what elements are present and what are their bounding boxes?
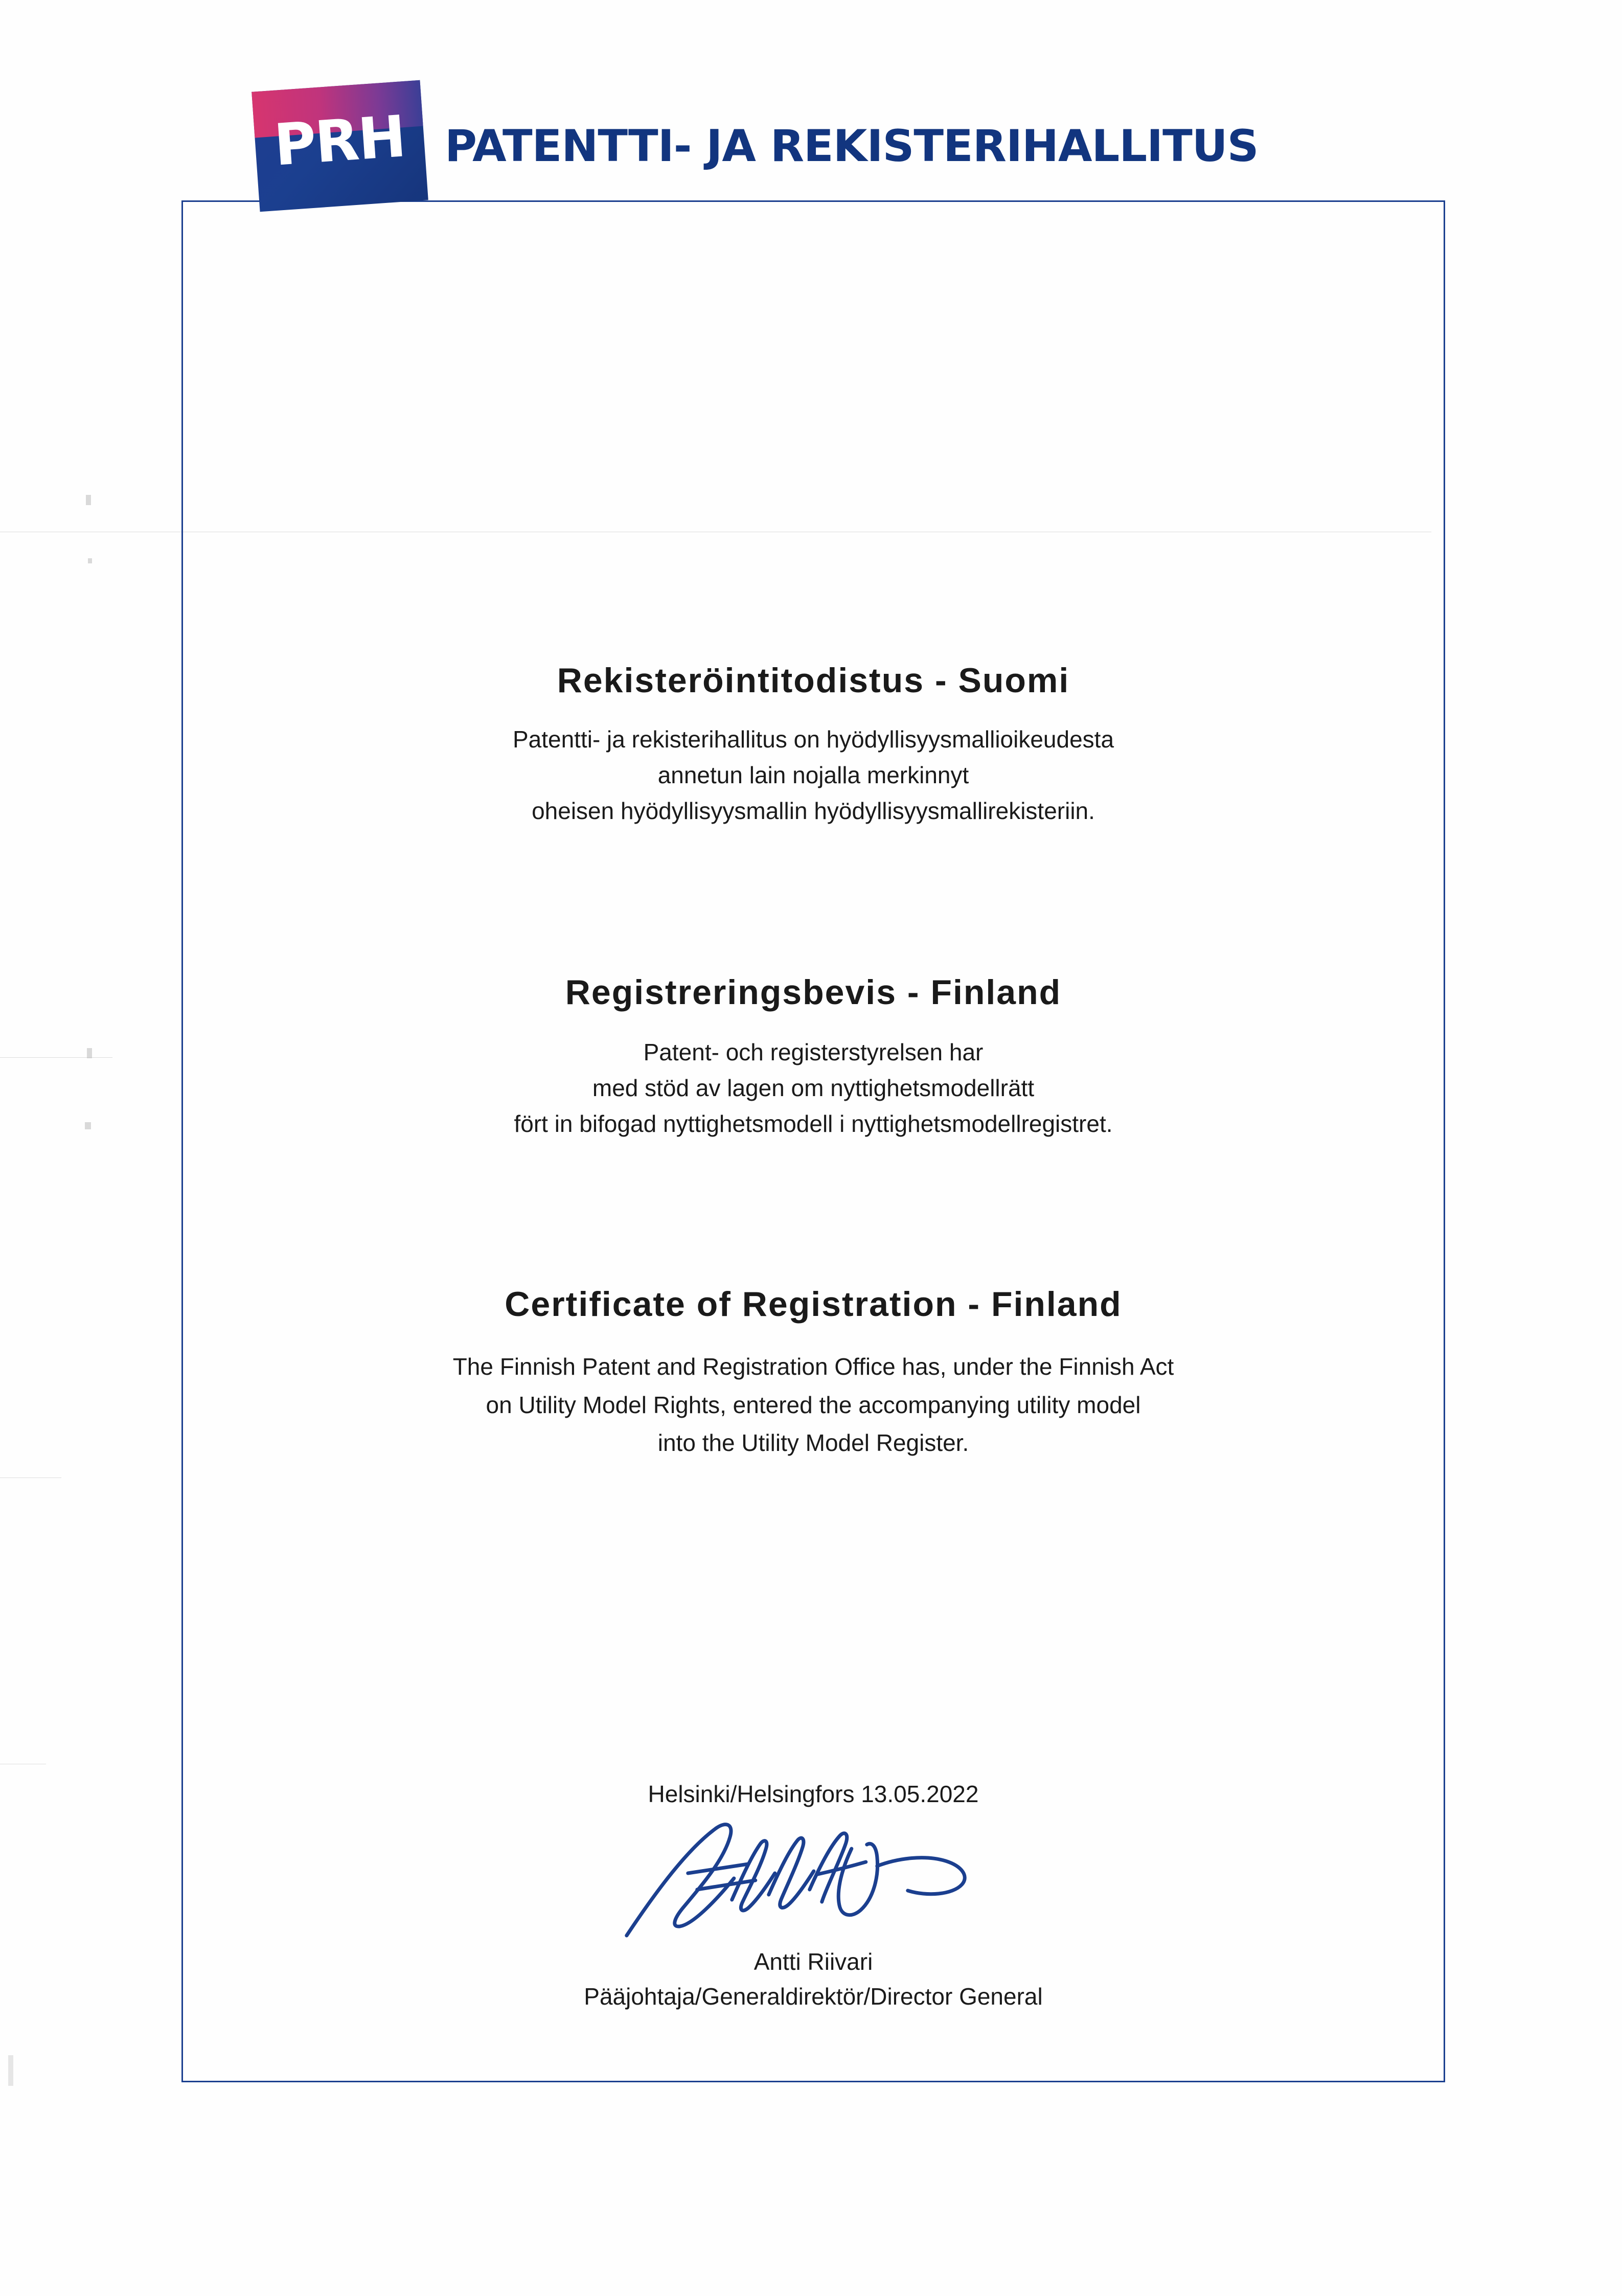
signature-block <box>181 1780 1445 2010</box>
scan-artifact-speck <box>87 1048 92 1058</box>
section-english <box>181 1284 1445 1462</box>
section-english-line-3: into the Utility Model Register. <box>657 1429 969 1457</box>
organization-name: PATENTTI- JA REKISTERIHALLITUS <box>445 120 1259 172</box>
section-finnish-line-3: oheisen hyödyllisyysmallin hyödyllisyysmallirekisteriin. <box>532 797 1095 824</box>
section-english-heading: Certificate of Registration - Finland <box>505 1285 1122 1324</box>
prh-logo-icon <box>252 80 428 212</box>
place-and-date: Helsinki/Helsingfors 13.05.2022 <box>648 1781 979 1807</box>
handwritten-signature-icon <box>181 1813 1445 1951</box>
signatory-name: Antti Riivari <box>753 1948 873 1975</box>
section-swedish-body <box>181 1035 1445 1142</box>
section-swedish <box>181 972 1445 1142</box>
section-finnish-body <box>181 722 1445 829</box>
signatory-title: Pääjohtaja/Generaldirektör/Director General <box>584 1983 1043 2010</box>
scan-artifact-line <box>0 1057 112 1058</box>
scan-artifact-speck <box>86 495 91 505</box>
section-swedish-line-2: med stöd av lagen om nyttighetsmodellrätt <box>592 1074 1035 1101</box>
prh-logo-header <box>256 86 1259 206</box>
section-swedish-line-3: fört in bifogad nyttighetsmodell i nyttighetsmodellregistret. <box>514 1110 1113 1137</box>
section-finnish <box>181 661 1445 829</box>
scan-artifact-speck <box>88 558 92 563</box>
section-english-body <box>181 1348 1445 1462</box>
section-finnish-heading: Rekisteröintitodistus - Suomi <box>557 661 1070 700</box>
scan-artifact-speck <box>85 1122 91 1129</box>
section-finnish-line-1: Patentti- ja rekisterihallitus on hyödyllisyysmallioikeudesta <box>512 726 1114 753</box>
section-swedish-line-1: Patent- och registerstyrelsen har <box>643 1039 984 1065</box>
scan-artifact-speck <box>8 2055 13 2086</box>
section-english-line-2: on Utility Model Rights, entered the accompanying utility model <box>486 1391 1141 1418</box>
section-swedish-heading: Registreringsbevis - Finland <box>565 973 1062 1012</box>
section-english-line-1: The Finnish Patent and Registration Office has, under the Finnish Act <box>452 1353 1174 1380</box>
logo-mark-text: PRH <box>272 103 407 179</box>
scan-artifact-line <box>0 1477 61 1478</box>
section-finnish-line-2: annetun lain nojalla merkinnyt <box>657 761 969 788</box>
